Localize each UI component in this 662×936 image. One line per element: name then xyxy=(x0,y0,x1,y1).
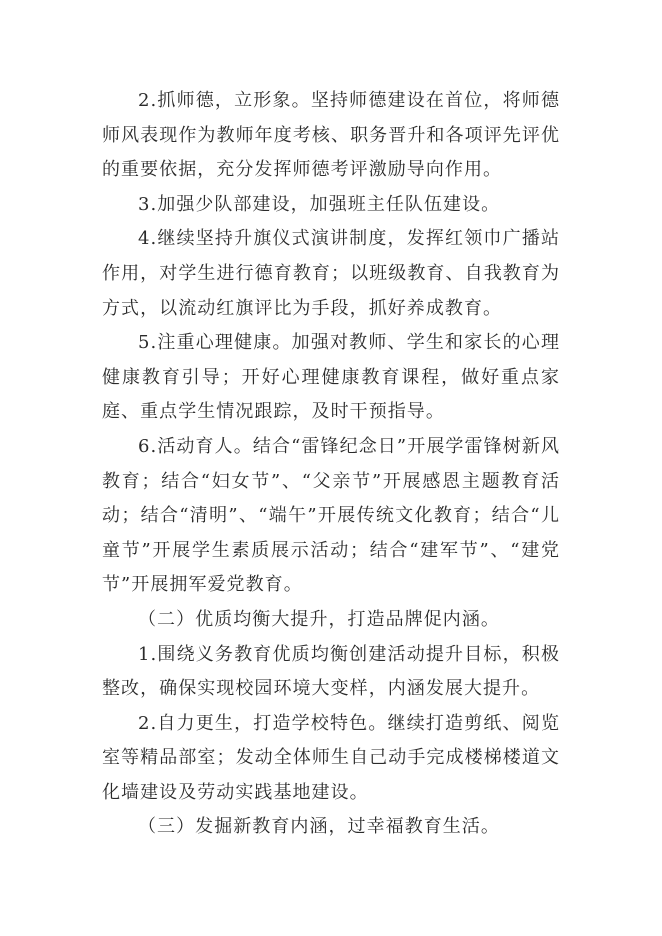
paragraph-activity-education: 6.活动育人。结合“雷锋纪念日”开展学雷锋树新风教育；结合“妇女节”、“父亲节”开展感恩主题教育活动；结合“清明”、“端午”开展传统文化教育；结合“儿童节”开展学生素质展示活动；结合“建军节”、“建党节”开展拥军爱党教育。 xyxy=(102,435,560,596)
paragraph-school-features: 2.自力更生，打造学校特色。继续打造剪纸、阅览室等精品部室；发动全体师生自己动手完成楼梯楼道文化墙建设及劳动实践基地建设。 xyxy=(102,712,560,803)
paragraph-compulsory-education: 1.围绕义务教育优质均衡创建活动提升目标，积极整改，确保实现校园环境大变样，内涵发展大提升。 xyxy=(102,643,560,700)
paragraph-flag-raising: 4.继续坚持升旗仪式演讲制度，发挥红领巾广播站作用，对学生进行德育教育；以班级教育、自我教育为方式，以流动红旗评比为手段，抓好养成教育。 xyxy=(102,228,560,319)
document-page xyxy=(102,84,560,845)
paragraph-youth-team: 3.加强少队部建设，加强班主任队伍建设。 xyxy=(138,193,501,215)
paragraph-teacher-ethics: 2.抓师德，立形象。坚持师德建设在首位，将师德师风表现作为教师年度考核、职务晋升和各项评先评优的重要依据，充分发挥师德考评激励导向作用。 xyxy=(102,90,560,181)
section-heading-quality-balance: （二）优质均衡大提升，打造品牌促内涵。 xyxy=(138,608,500,630)
paragraph-mental-health: 5.注重心理健康。加强对教师、学生和家长的心理健康教育引导；开好心理健康教育课程，做好重点家庭、重点学生情况跟踪，及时干预指导。 xyxy=(102,332,560,423)
section-heading-new-education: （三）发掘新教育内涵，过幸福教育生活。 xyxy=(138,816,500,838)
